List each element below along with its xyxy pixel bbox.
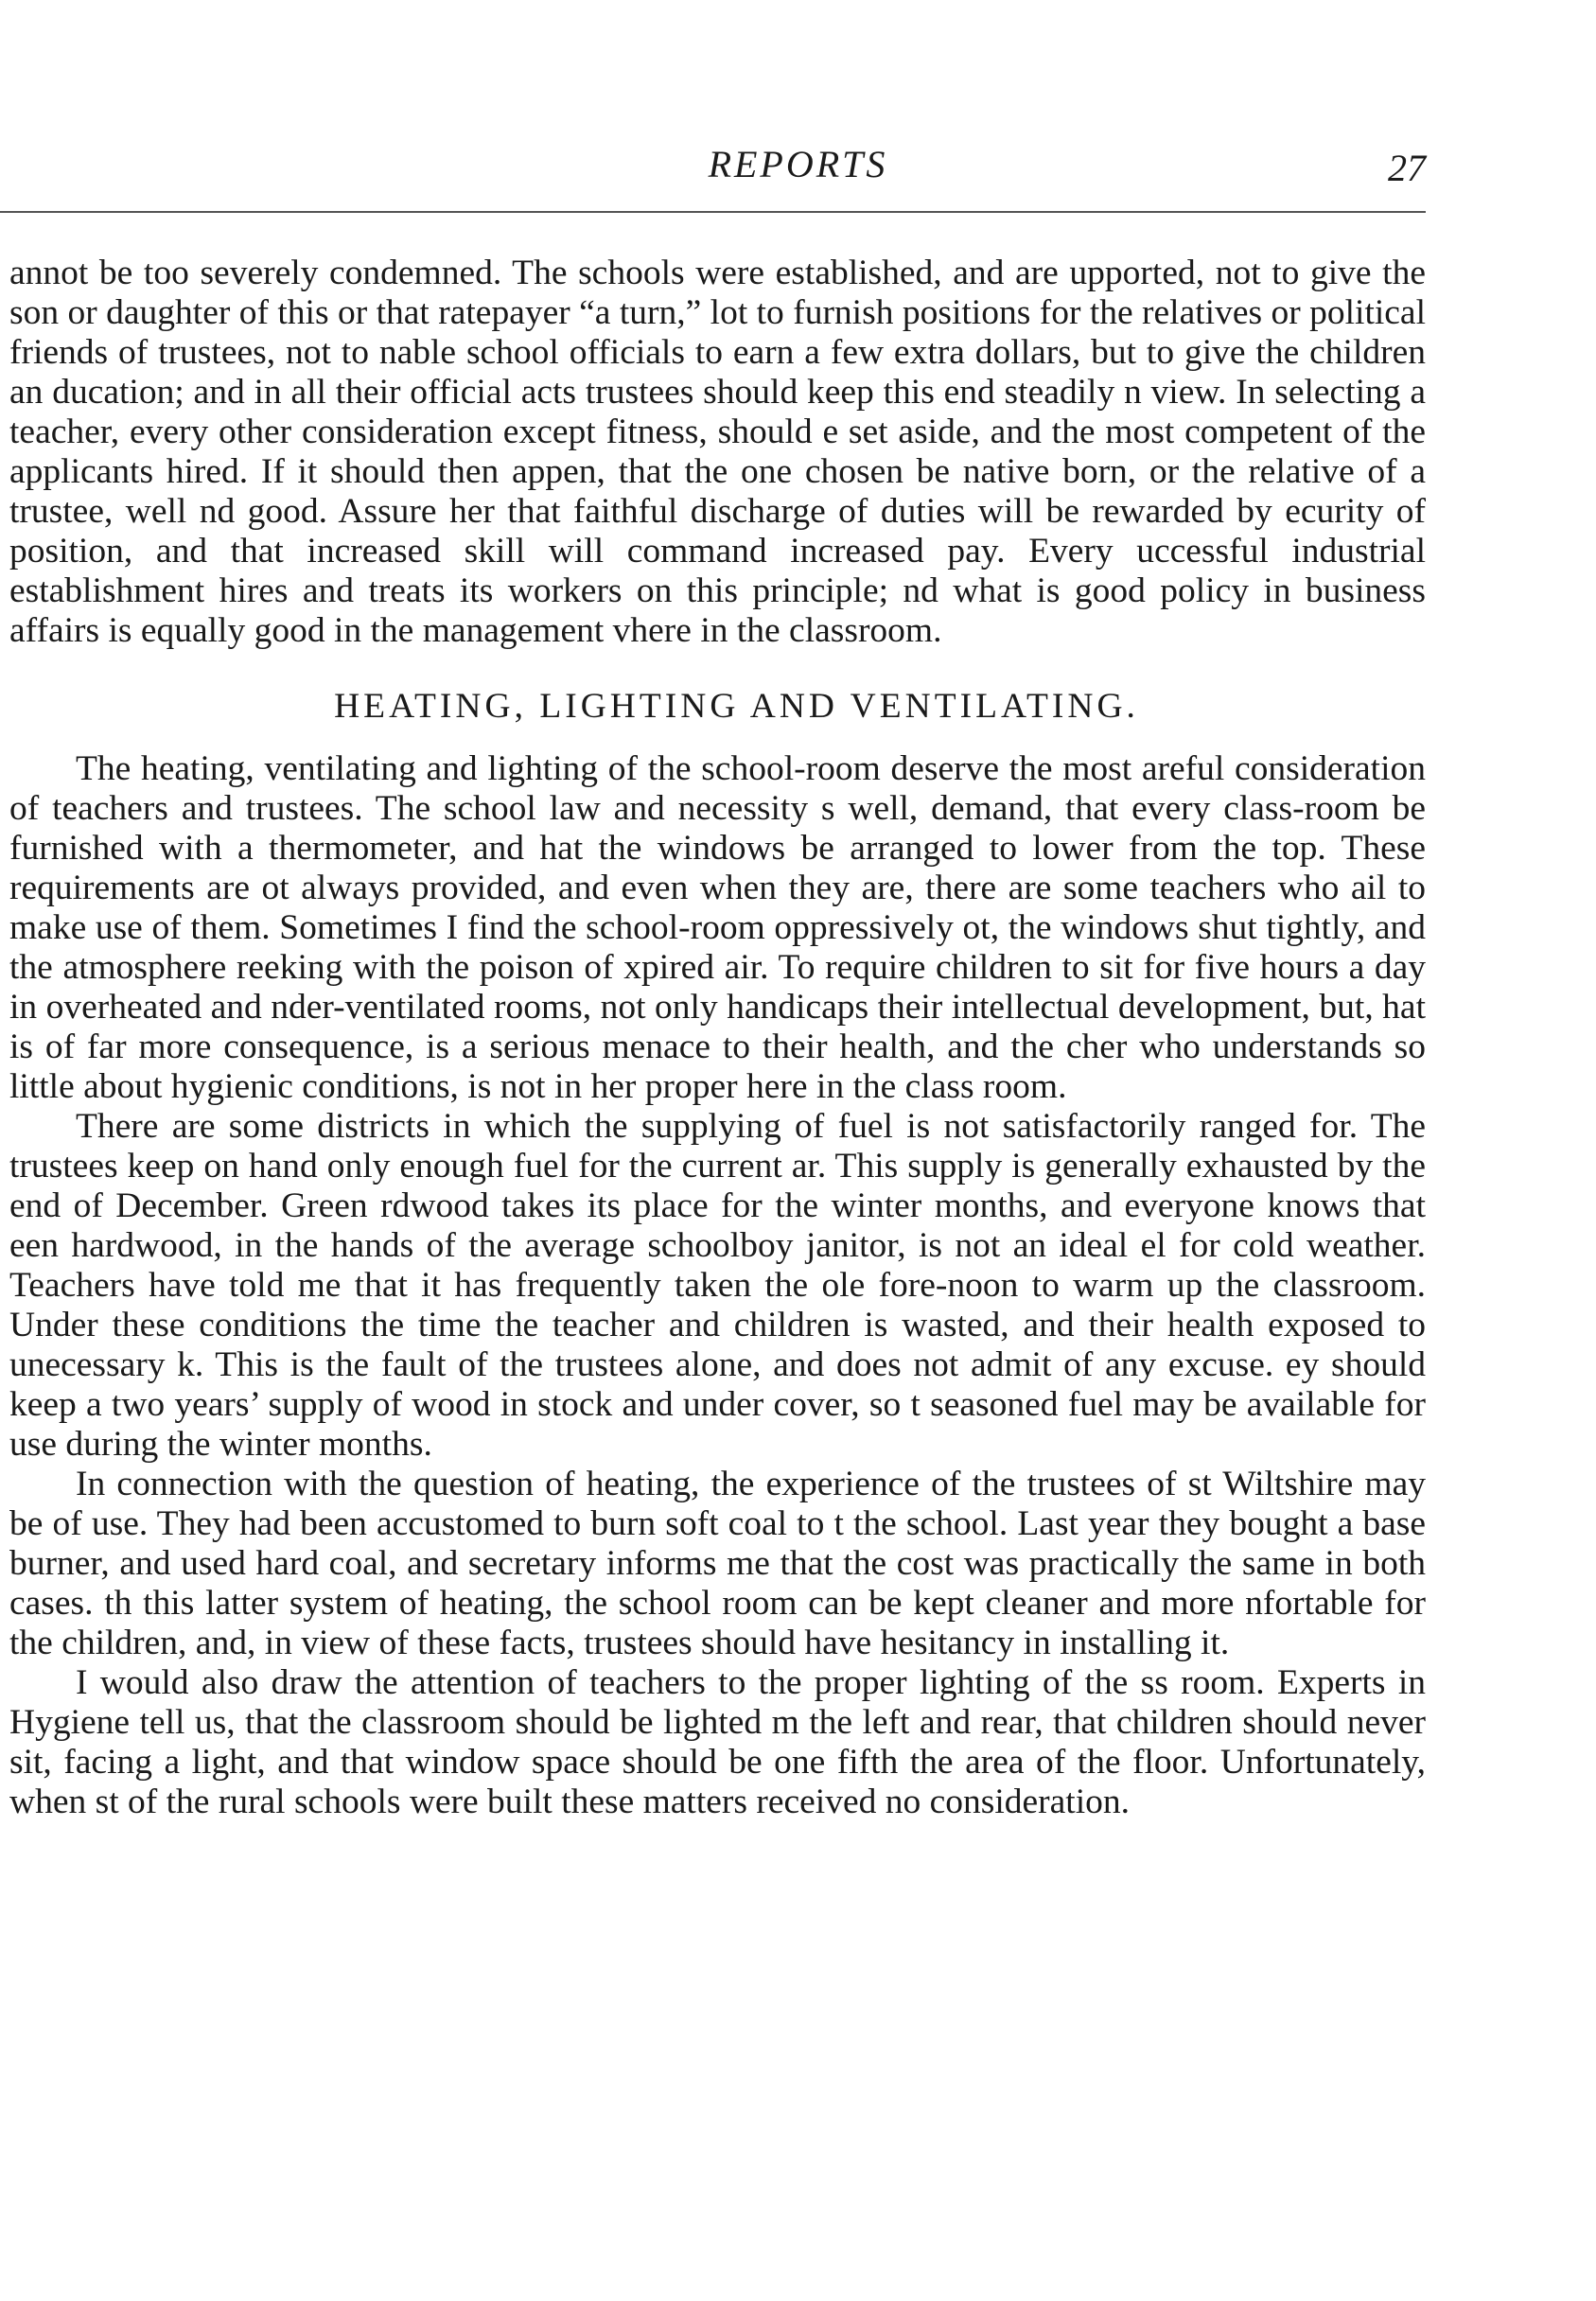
section-heading: HEATING, LIGHTING AND VENTILATING. — [334, 687, 1139, 726]
paragraph: In connection with the question of heating, the experience of the trustees of st Wiltshire may be of use. They had been accustomed to burn soft coal to t the school. Last year they bought a base burner, and used hard coal, and secretary informs me that the cost was practically the same in both cases. th this latter system of heating, the school room can be kept cleaner and more nfortable for the children, and, in view of these facts, trustees should have hesitancy in installing it. — [9, 1465, 1426, 1662]
page-number: 27 — [1388, 147, 1426, 189]
running-head — [0, 142, 1596, 199]
paragraph: There are some districts in which the supplying of fuel is not satisfactorily ranged for. The trustees keep on hand only enough fuel for the current ar. This supply is generally exhausted by the end of December. Green rdwood takes its place for the winter months, and everyone knows that een hardwood, in the hands of the average schoolboy janitor, is not an ideal el for cold weather. Teachers have told me that it has frequently taken the ole fore-noon to warm up the classroom. Under these conditions the time the teacher and children is wasted, and their health exposed to unecessary k. This is the fault of the trustees alone, and does not admit of any excuse. ey should keep a two years’ supply of wood in stock and under cover, so t seasoned fuel may be available for use during the winter months. — [9, 1107, 1426, 1464]
paragraph: The heating, ventilating and lighting of the school-room deserve the most areful consideration of teachers and trustees. The school law and necessity s well, demand, that every class-room be furnished with a thermometer, and hat the windows be arranged to lower from the top. These requirements are ot always provided, and even when they are, there are some teachers who ail to make use of them. Sometimes I find the school-room oppressively ot, the windows shut tightly, and the atmosphere reeking with the poison of xpired air. To require children to sit for five hours a day in overheated and nder-ventilated rooms, not only handicaps their intellectual development, but, hat is of far more consequence, is a serious menace to their health, and the cher who understands so little about hygienic conditions, is not in her proper here in the class room. — [9, 749, 1426, 1106]
header-rule — [0, 211, 1426, 213]
body-text — [9, 254, 1426, 1822]
running-title: REPORTS — [708, 143, 888, 185]
paragraph: annot be too severely condemned. The schools were established, and are upported, not to give the son or daughter of this or that ratepayer “a turn,” lot to furnish positions for the relatives or political friends of trustees, not to nable school officials to earn a few extra dollars, but to give the children an ducation; and in all their official acts trustees should keep this end steadily n view. In selecting a teacher, every other consideration except fitness, should e set aside, and the most competent of the applicants hired. If it should then appen, that the one chosen be native born, or the relative of a trustee, well nd good. Assure her that faithful discharge of duties will be rewarded by ecurity of position, and that increased skill will command increased pay. Every uccessful industrial establishment hires and treats its workers on this principle; nd what is good policy in business affairs is equally good in the management vhere in the classroom. — [9, 254, 1426, 650]
paragraph: I would also draw the attention of teachers to the proper lighting of the ss room. Experts in Hygiene tell us, that the classroom should be lighted m the left and rear, that children should never sit, facing a light, and that window space should be one fifth the area of the floor. Unfortunately, when st of the rural schools were built these matters received no consideration. — [9, 1663, 1426, 1821]
